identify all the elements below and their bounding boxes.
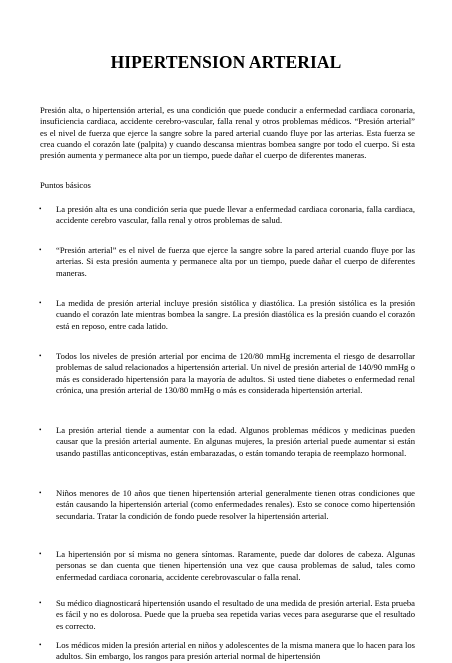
bullet-icon: • [39,426,42,434]
page-title: HIPERTENSION ARTERIAL [110,52,342,72]
bullet-icon: • [39,246,42,254]
list-item [39,549,415,583]
list-item-text: La medida de presión arterial incluye presión sistólica y diastólica. La presión sistólica es la presión cuando el corazón late mientras bombea la sangre. La presión diastólica es la presión cuando el corazón está en reposo, entre cada latido. [56,298,415,331]
list-item-text: Todos los niveles de presión arterial por encima de 120/80 mmHg incrementa el riesgo de desarrollar problemas de salud relacionados a hipertensión arterial. Un nivel de presión arterial de 140/90 mmHg o más es considerado hipertensión para la mayoría de adultos. Si usted tiene diabetes o enfermedad renal crónica, una presión arterial de 130/80 mmHg o más es considerada hipertensión arterial. [56,351,415,395]
list-item-text: Los médicos miden la presión arterial en niños y adolescentes de la misma manera que lo hacen para los adultos. Sin embargo, los rangos para presión arterial normal de hipertensión [56,640,415,662]
list-item [39,298,415,332]
bullet-icon: • [39,489,42,497]
list-item [39,640,415,663]
list-item-text: Niños menores de 10 años que tienen hipertensión arterial generalmente tienen otras condiciones que están causando la hipertensión arterial (como enfermedades renales). Esto se conoce como hipertensión secundaria. Tratar la condición de fondo puede resolver la hipertensión arterial. [56,488,415,521]
bullet-icon: • [39,550,42,558]
list-item [39,425,415,459]
list-item-text: Su médico diagnosticará hipertensión usando el resultado de una medida de presión arterial. Esta prueba es fácil y no es dolorosa. Puede que la prueba sea repetida varias veces para asegurarse que el resultado es correcto. [56,598,415,631]
list-item [39,351,415,396]
list-item-text: “Presión arterial” es el nivel de fuerza que ejerce la sangre sobre la pared arterial cuando fluye por las arterias. Si esta presión aumenta y permanece alta por un tiempo, puede dañar el cuerpo de diferentes maneras. [56,245,415,278]
intro-paragraph: Presión alta, o hipertensión arterial, es una condición que puede conducir a enfermedad cardiaca coronaria, insuficiencia cardiaca, accidente cerebro-vascular, falla renal y otros problemas médicos. “Presión arterial” es el nivel de fuerza que ejerce la sangre sobre la pared arterial cuando fluye por las arterias. Esta fuerza se crea cuando el corazón late (palpita) y cuando descansa mientras bombea sangre por todo el cuerpo. Si esta presión aumenta y permanece alta por un tiempo, puede dañar el cuerpo de diferentes maneras. [40,105,415,161]
bullet-icon: • [39,641,42,649]
list-item-text: La hipertensión por sí misma no genera síntomas. Raramente, puede dar dolores de cabeza. Algunas personas se dan cuenta que tienen hipertensión una vez que causa problemas de salud, tales como enfermedad cardiaca coronaria, accidente cerebrovascular o falla renal. [56,549,415,582]
list-item [39,598,415,632]
section-heading: Puntos básicos [40,180,91,190]
bullet-icon: • [39,299,42,307]
bullet-icon: • [39,205,42,213]
bullet-icon: • [39,599,42,607]
bullet-icon: • [39,352,42,360]
list-item-text: La presión alta es una condición seria que puede llevar a enfermedad cardiaca coronaria, falla cardiaca, accidente cerebro vascular, falla renal y otros problemas de salud. [56,204,415,226]
list-item-text: La presión arterial tiende a aumentar con la edad. Algunos problemas médicos y medicinas pueden causar que la presión arterial aumente. En algunas mujeres, la presión arterial puede aumentar si están usando pastillas anticonceptivas, están embarazadas, o están tomando terapia de reemplazo hormonal. [56,425,415,458]
list-item [39,245,415,279]
list-item [39,488,415,522]
list-item [39,204,415,227]
